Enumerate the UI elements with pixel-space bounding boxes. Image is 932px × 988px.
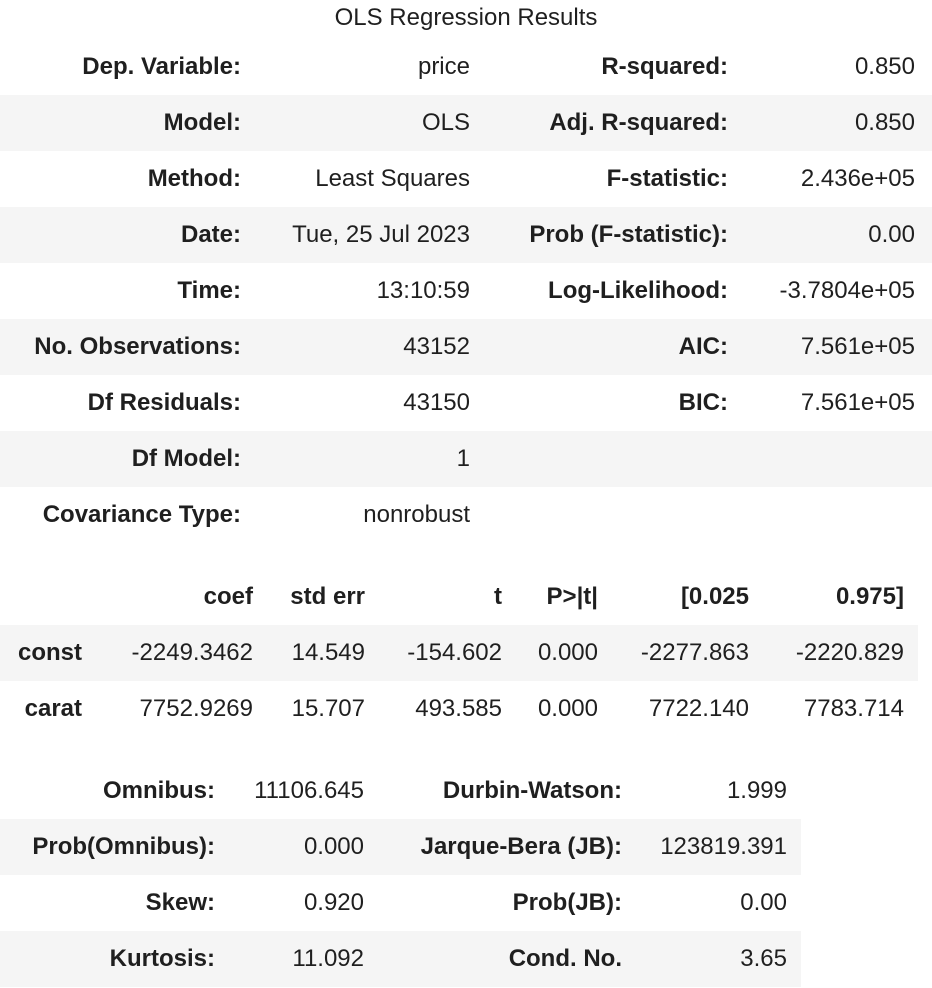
summary-label: BIC: — [678, 389, 728, 416]
diagnostic-value: 3.65 — [740, 945, 787, 972]
table-row — [0, 819, 801, 875]
summary-value: 7.561e+05 — [800, 389, 915, 416]
summary-label: Model: — [163, 109, 241, 136]
table-row — [0, 319, 932, 375]
column-header: t — [494, 583, 502, 610]
table-row — [0, 431, 932, 487]
table-cell: 0.000 — [537, 639, 598, 666]
table-cell: 7722.140 — [648, 695, 749, 722]
diagnostic-label: Jarque-Bera (JB): — [420, 833, 622, 860]
summary-label: Log-Likelihood: — [548, 277, 728, 304]
column-header: P>|t| — [546, 583, 598, 610]
column-header: coef — [203, 583, 253, 610]
summary-value — [740, 487, 915, 543]
summary-value: -3.7804e+05 — [779, 277, 915, 304]
table-row — [0, 487, 932, 543]
summary-value: 13:10:59 — [376, 277, 470, 304]
table-row — [0, 375, 932, 431]
summary-label: Dep. Variable: — [82, 53, 241, 80]
diagnostic-value: 11.092 — [292, 945, 364, 972]
summary-value: 2.436e+05 — [800, 165, 915, 192]
summary-label: No. Observations: — [34, 333, 241, 360]
table-cell: -154.602 — [407, 639, 502, 666]
diagnostic-value: 11106.645 — [254, 777, 364, 804]
row-header: carat — [24, 695, 82, 722]
diagnostic-label: Skew: — [145, 889, 215, 916]
table-cell: 493.585 — [415, 695, 502, 722]
column-header: 0.975] — [835, 583, 904, 610]
table-row — [0, 875, 801, 931]
summary-value: 0.850 — [854, 109, 915, 136]
diagnostic-value: 123819.391 — [660, 833, 787, 860]
summary-value: nonrobust — [363, 501, 470, 528]
summary-label: Method: — [147, 165, 241, 192]
diagnostic-label: Cond. No. — [508, 945, 622, 972]
table-row — [0, 263, 932, 319]
summary-label: AIC: — [678, 333, 728, 360]
diagnostic-label: Kurtosis: — [109, 945, 215, 972]
summary-value: Least Squares — [315, 165, 470, 192]
summary-label: F-statistic: — [606, 165, 728, 192]
summary-label — [480, 487, 728, 543]
table-cell: -2249.3462 — [131, 639, 253, 666]
table-caption: OLS Regression Results — [334, 4, 598, 31]
summary-value: 0.00 — [868, 221, 915, 248]
diagnostic-value: 0.920 — [303, 889, 364, 916]
table-cell: 15.707 — [291, 695, 365, 722]
table-cell: -2277.863 — [640, 639, 749, 666]
summary-value: 43150 — [403, 389, 470, 416]
column-header — [0, 569, 82, 625]
row-header: const — [17, 639, 82, 666]
column-header: [0.025 — [680, 583, 749, 610]
summary-label: Date: — [180, 221, 241, 248]
table-cell: -2220.829 — [795, 639, 904, 666]
summary-value: 1 — [456, 445, 470, 472]
summary-value: OLS — [421, 109, 470, 136]
diagnostic-value: 0.000 — [303, 833, 364, 860]
table-row — [0, 95, 932, 151]
summary-label: Df Residuals: — [87, 389, 241, 416]
table-cell: 7752.9269 — [139, 695, 253, 722]
table-cell: 14.549 — [291, 639, 365, 666]
summary-label: Adj. R-squared: — [549, 109, 728, 136]
table-row — [0, 681, 918, 737]
table-row — [0, 151, 932, 207]
table-row — [0, 39, 932, 95]
summary-value: price — [417, 53, 470, 80]
table-row — [0, 207, 932, 263]
diagnostic-value: 1.999 — [726, 777, 787, 804]
table-row — [0, 763, 801, 819]
column-header: std err — [290, 583, 365, 610]
diagnostic-value: 0.00 — [740, 889, 787, 916]
summary-value — [740, 431, 915, 487]
summary-label: R-squared: — [601, 53, 728, 80]
diagnostic-label: Prob(JB): — [512, 889, 622, 916]
summary-label: Prob (F-statistic): — [529, 221, 728, 248]
table-cell: 7783.714 — [803, 695, 904, 722]
summary-value: 7.561e+05 — [800, 333, 915, 360]
diagnostic-label: Omnibus: — [103, 777, 215, 804]
table-row — [0, 625, 918, 681]
summary-value: Tue, 25 Jul 2023 — [292, 221, 470, 248]
summary-value: 0.850 — [854, 53, 915, 80]
summary-value: 43152 — [403, 333, 470, 360]
summary-label: Time: — [177, 277, 241, 304]
table-row — [0, 931, 801, 987]
summary-label: Df Model: — [131, 445, 241, 472]
table-header-row — [0, 569, 918, 625]
summary-label — [480, 431, 728, 487]
table-cell: 0.000 — [537, 695, 598, 722]
summary-label: Covariance Type: — [42, 501, 241, 528]
diagnostic-label: Durbin-Watson: — [442, 777, 622, 804]
diagnostic-label: Prob(Omnibus): — [32, 833, 215, 860]
